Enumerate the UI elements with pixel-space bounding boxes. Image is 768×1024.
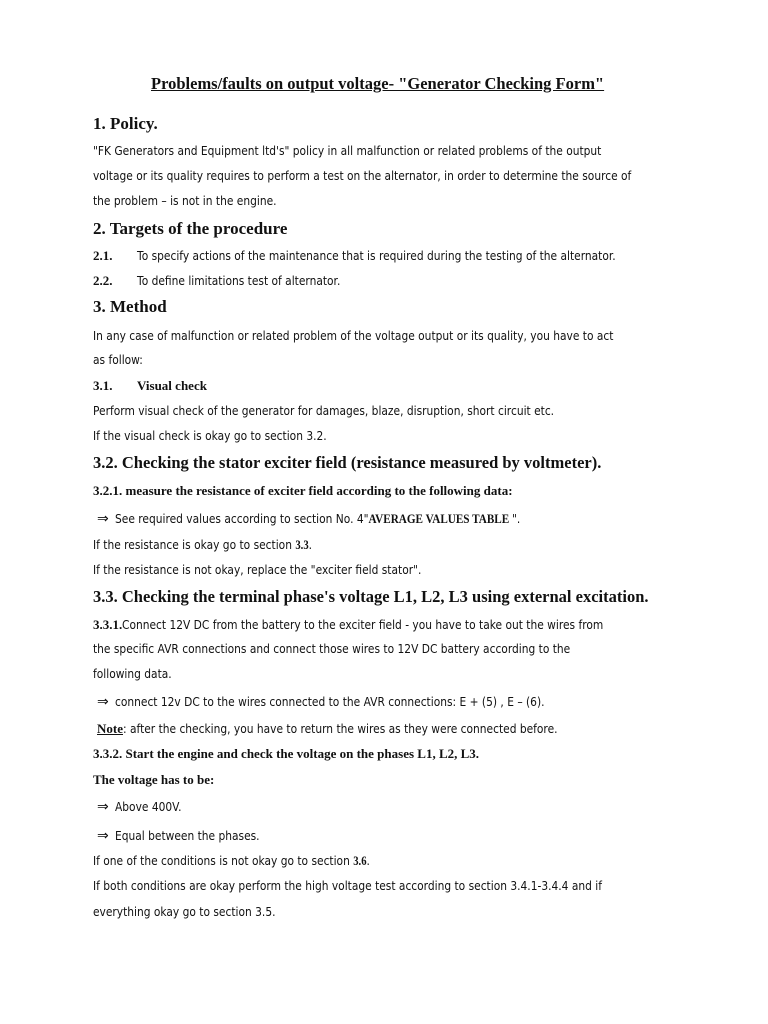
terminal-connect-text: connect 12v DC to the wires connected to the AVR connections: E + (5) , E – (6). bbox=[114, 694, 545, 709]
targets-item-1 bbox=[93, 247, 694, 265]
stator-arrow-line bbox=[93, 510, 586, 528]
stator-arrow-bold: AVERAGE VALUES TABLE bbox=[368, 511, 512, 526]
stator-ok-post: . bbox=[308, 537, 313, 552]
stator-notok-line: If the resistance is not okay, replace the "exciter field stator". bbox=[93, 562, 422, 577]
terminal-ok-line-1: If both conditions are okay perform the high voltage test according to section 3.4.1-3.4.4 and if bbox=[93, 878, 602, 893]
note-label: Note bbox=[97, 721, 123, 736]
condition-item-2 bbox=[93, 827, 283, 845]
targets-item-2 bbox=[93, 272, 373, 290]
policy-line-2: voltage or its quality requires to perform a test on the alternator, in order to determine the source of bbox=[93, 168, 632, 183]
terminal-331-number: 3.3.1. bbox=[93, 617, 123, 632]
arrow-icon: ⇒ bbox=[97, 828, 109, 844]
targets-heading: 2. Targets of the procedure bbox=[93, 219, 288, 238]
method-intro-line-1: In any case of malfunction or related problem of the voltage output or its quality, you have to act bbox=[93, 328, 614, 343]
condition-item-1 bbox=[93, 798, 192, 816]
arrow-icon: ⇒ bbox=[97, 511, 109, 527]
targets-item-2-number: 2.2. bbox=[93, 273, 113, 288]
terminal-ok-line-2: everything okay go to section 3.5. bbox=[93, 904, 276, 919]
stator-arrow-text bbox=[115, 511, 520, 527]
terminal-331-line-3: following data. bbox=[93, 666, 172, 681]
method-heading: 3. Method bbox=[93, 297, 167, 316]
stator-subheading: 3.2.1. measure the resistance of exciter field according to the following data: bbox=[93, 483, 513, 498]
stator-arrow-post: ". bbox=[511, 511, 521, 526]
stator-ok-line bbox=[93, 537, 312, 553]
policy-line-1: "FK Generators and Equipment ltd's" policy in all malfunction or related problems of the output bbox=[93, 143, 602, 158]
terminal-note-line bbox=[97, 720, 628, 738]
arrow-icon: ⇒ bbox=[97, 799, 109, 815]
visual-check-line-1: Perform visual check of the generator for damages, blaze, disruption, short circuit etc. bbox=[93, 403, 555, 418]
stator-ok-section: 3.3 bbox=[295, 538, 309, 552]
page-title: Problems/faults on output voltage- "Generator Checking Form" bbox=[151, 74, 605, 93]
stator-heading: 3.2. Checking the stator exciter field (resistance measured by voltmeter). bbox=[93, 453, 602, 472]
terminal-heading: 3.3. Checking the terminal phase's voltage L1, L2, L3 using external excitation. bbox=[93, 587, 649, 606]
policy-line-3: the problem – is not in the engine. bbox=[93, 193, 277, 208]
visual-check-title: Visual check bbox=[137, 378, 207, 393]
terminal-331-line-2: the specific AVR connections and connect those wires to 12V DC battery according to the bbox=[93, 641, 571, 656]
terminal-fail-pre: If one of the conditions is not okay go to section bbox=[93, 853, 354, 868]
arrow-icon: ⇒ bbox=[97, 694, 109, 710]
policy-heading: 1. Policy. bbox=[93, 114, 158, 133]
terminal-331-line-1 bbox=[93, 616, 682, 634]
terminal-fail-section: 3.6 bbox=[353, 854, 367, 868]
method-intro-line-2: as follow: bbox=[93, 352, 143, 367]
note-text: : after the checking, you have to return the wires as they were connected before. bbox=[123, 721, 558, 736]
terminal-fail-post: . bbox=[366, 853, 370, 868]
targets-item-2-text: To define limitations test of alternator. bbox=[137, 273, 341, 288]
visual-check-line-2: If the visual check is okay go to section 3.2. bbox=[93, 428, 327, 443]
targets-item-1-text: To specify actions of the maintenance that is required during the testing of the alternator. bbox=[137, 248, 616, 263]
voltage-label: The voltage has to be: bbox=[93, 772, 215, 787]
terminal-332-line: 3.3.2. Start the engine and check the voltage on the phases L1, L2, L3. bbox=[93, 746, 480, 761]
terminal-331-text-1: Connect 12V DC from the battery to the exciter field - you have to take out the wires from bbox=[122, 617, 604, 632]
stator-ok-pre: If the resistance is okay go to section bbox=[93, 537, 296, 552]
visual-check-number: 3.1. bbox=[93, 378, 113, 393]
visual-check-heading bbox=[93, 378, 207, 394]
condition-text-2: Equal between the phases. bbox=[114, 828, 260, 843]
terminal-connect-line bbox=[93, 693, 614, 711]
stator-arrow-pre: See required values according to section No. 4" bbox=[114, 511, 369, 526]
condition-text-1: Above 400V. bbox=[114, 799, 182, 814]
targets-item-1-number: 2.1. bbox=[93, 248, 113, 263]
terminal-fail-line bbox=[93, 853, 370, 869]
